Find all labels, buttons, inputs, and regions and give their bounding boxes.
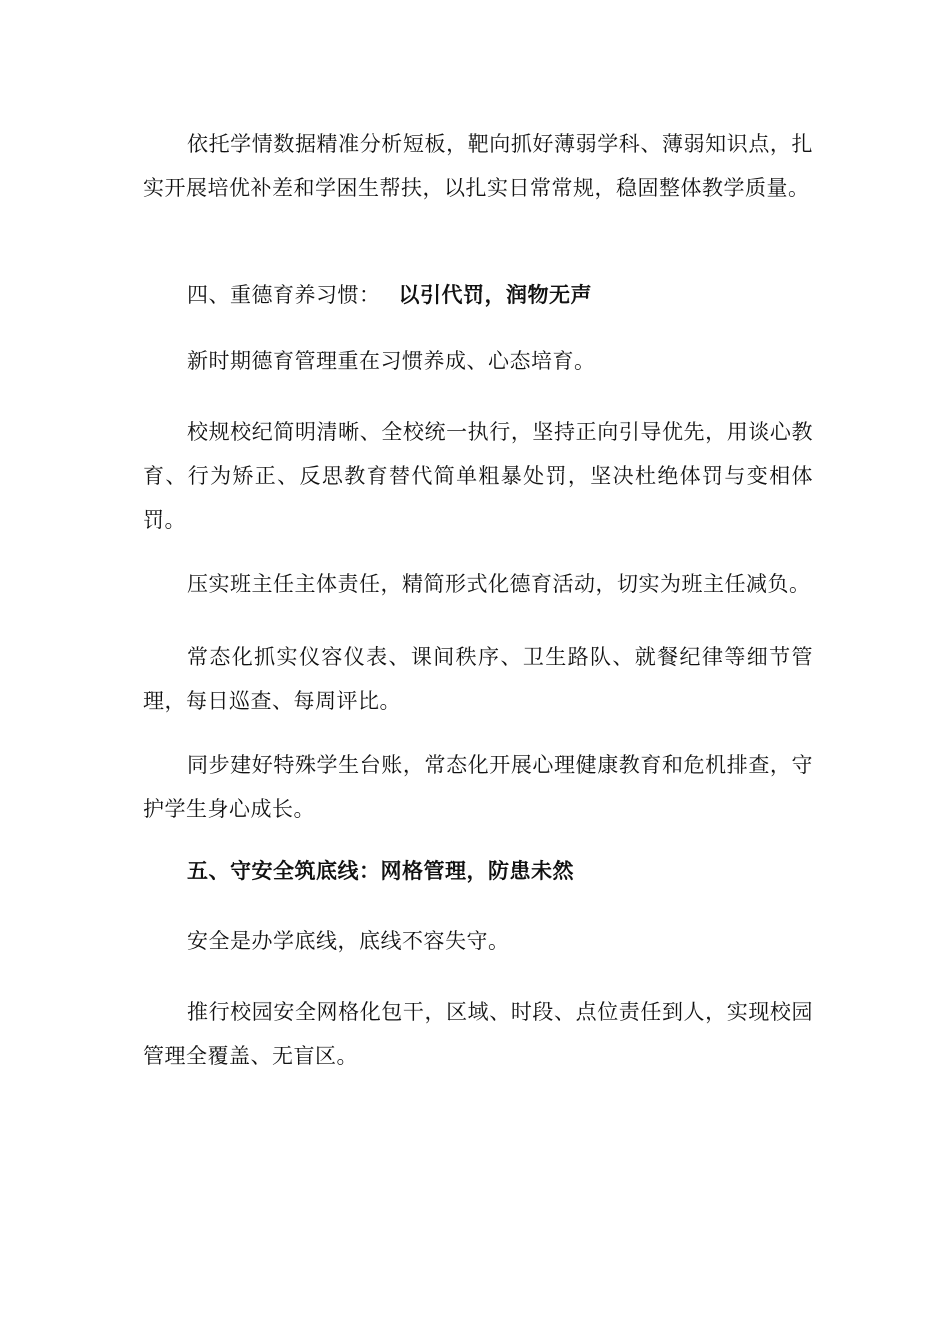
paragraph-daily-management: 常态化抓实仪容仪表、课间秩序、卫生路队、就餐纪律等细节管理，每日巡查、每周评比。 bbox=[143, 645, 813, 713]
paragraph-class-teacher: 压实班主任主体责任，精简形式化德育活动，切实为班主任减负。 bbox=[187, 572, 811, 596]
section-heading-moral-education bbox=[143, 273, 813, 317]
paragraph-targeted-teaching: 依托学情数据精准分析短板，靶向抓好薄弱学科、薄弱知识点，扎实开展培优补差和学困生帮扶，以扎实日常常规，稳固整体教学质量。 bbox=[143, 132, 813, 200]
section-heading-emphasis: 以引代罚，润物无声 bbox=[398, 282, 592, 307]
section-heading-safety: 五、守安全筑底线：网格管理，防患未然 bbox=[187, 858, 574, 883]
section-heading-prefix: 四、重德育养习惯： bbox=[187, 283, 381, 307]
paragraph-safety-baseline: 安全是办学底线，底线不容失守。 bbox=[187, 929, 510, 953]
paragraph-school-rules: 校规校纪简明清晰、全校统一执行，坚持正向引导优先，用谈心教育、行为矫正、反思教育替代简单粗暴处罚，坚决杜绝体罚与变相体罚。 bbox=[143, 420, 813, 532]
paragraph-grid-management: 推行校园安全网格化包干，区域、时段、点位责任到人，实现校园管理全覆盖、无盲区。 bbox=[143, 1000, 813, 1068]
paragraph-moral-focus: 新时期德育管理重在习惯养成、心态培育。 bbox=[187, 349, 596, 373]
paragraph-special-students: 同步建好特殊学生台账，常态化开展心理健康教育和危机排查，守护学生身心成长。 bbox=[143, 753, 813, 821]
